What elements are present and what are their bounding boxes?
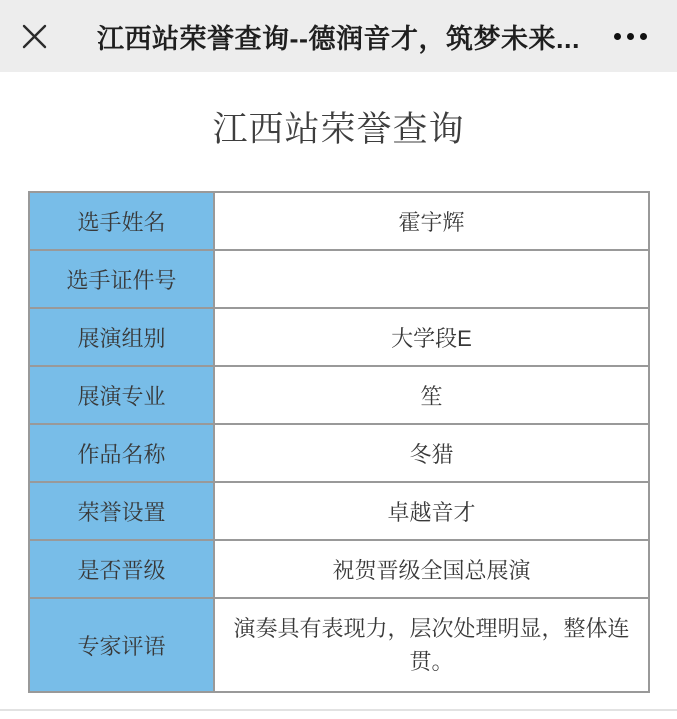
row-value-cell: 霍宇辉 — [214, 192, 649, 250]
row-label-cell: 荣誉设置 — [29, 482, 214, 540]
row-performance-group — [29, 308, 649, 366]
bottom-divider — [0, 709, 677, 711]
more-menu-button[interactable] — [606, 0, 655, 72]
row-label-cell: 专家评语 — [29, 598, 214, 692]
row-label-cell: 展演专业 — [29, 366, 214, 424]
page-title: 江西站荣誉查询 — [212, 110, 465, 149]
more-menu-icon — [627, 33, 634, 40]
row-value-cell: 演奏具有表现力，层次处理明显，整体连贯。 — [214, 598, 649, 692]
close-button[interactable] — [8, 0, 60, 72]
honor-query-table — [28, 191, 650, 693]
row-value-cell — [214, 250, 649, 308]
row-work-title — [29, 424, 649, 482]
row-label-cell: 展演组别 — [29, 308, 214, 366]
row-label-cell: 作品名称 — [29, 424, 214, 482]
row-value-cell: 卓越音才 — [214, 482, 649, 540]
wechat-titlebar — [0, 0, 677, 72]
row-advancement — [29, 540, 649, 598]
row-value-cell: 大学段E — [214, 308, 649, 366]
row-label-cell: 选手姓名 — [29, 192, 214, 250]
more-menu-icon — [640, 33, 647, 40]
row-performance-major — [29, 366, 649, 424]
row-player-name — [29, 192, 649, 250]
row-honor-setting — [29, 482, 649, 540]
page-window-title: 江西站荣誉查询--德润音才，筑梦未来... — [97, 23, 580, 54]
row-value-cell: 祝贺晋级全国总展演 — [214, 540, 649, 598]
row-label-cell: 选手证件号 — [29, 250, 214, 308]
row-expert-comment — [29, 598, 649, 692]
close-icon — [21, 23, 48, 50]
more-menu-icon — [614, 33, 621, 40]
row-value-cell: 冬猎 — [214, 424, 649, 482]
row-player-id — [29, 250, 649, 308]
row-label-cell: 是否晋级 — [29, 540, 214, 598]
row-value-cell: 笙 — [214, 366, 649, 424]
